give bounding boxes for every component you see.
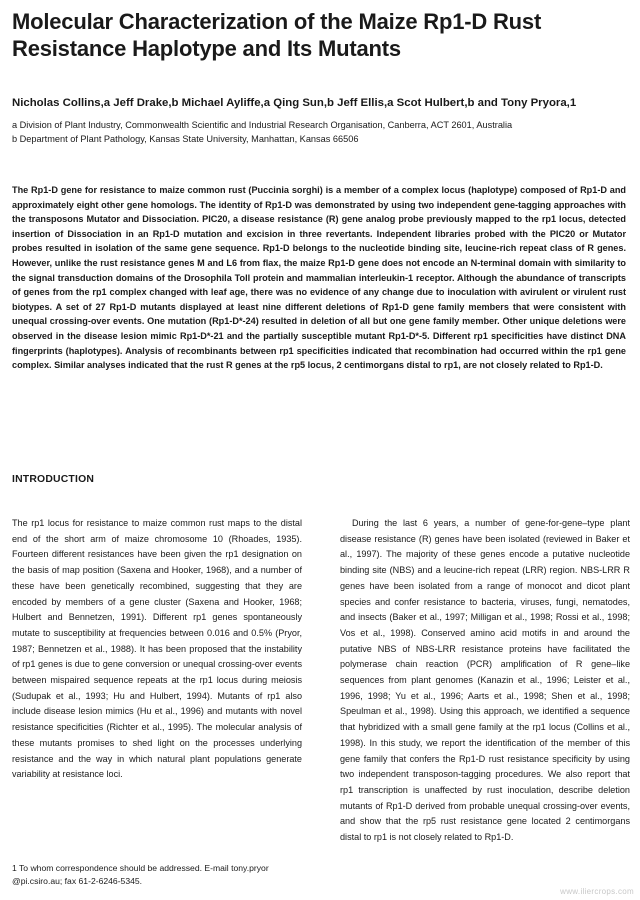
- abstract: [12, 183, 626, 373]
- paper-title: Molecular Characterization of the Maize Rp1-D Rust Resistance Haplotype and Its Mutants: [12, 9, 542, 61]
- intro-paragraph-left: The rp1 locus for resistance to maize common rust maps to the distal end of the short arm of maize chromosome 10 (Rhoades, 1935). Fourteen different resistances have been given the rp1 designation on the basis of map position (Saxena and Hooker, 1968), and a number of these have been genetically recombined, suggesting that they are encoded by members of a gene cluster (Saxena and Hooker, 1968; Hulbert and Bennetzen, 1991). Different rp1 genes spontaneously mutate to susceptibility at frequencies between 0.016 and 0.5% (Pryor, 1987; Bennetzen et al., 1988). It has been proposed that the instability of rp1 genes is due to gene conversion or unequal crossing-over events between mispaired sequence repeats at the rp1 locus during meiosis (Sudupak et al., 1993; Hu and Hulbert, 1994). Mutants of rp1 also include disease lesion mimics (Hu et al., 1996) and mutants with novel resistance specificities (Richter et al., 1995). The molecular analysis of these mutants promises to shed light on the processes underlying resistance and the way in which natural plant populations generate variability at resistance loci.: [12, 518, 302, 780]
- affiliation-b: b Department of Plant Pathology, Kansas State University, Manhattan, Kansas 66506: [12, 134, 359, 144]
- right-column: [340, 516, 630, 846]
- affiliation-a: a Division of Plant Industry, Commonwealth Scientific and Industrial Research Organisation, Canberra, ACT 2601, Australia: [12, 120, 513, 130]
- affiliations: [12, 118, 632, 146]
- correspondence-footnote: [12, 862, 302, 888]
- author-list: Nicholas Collins,a Jeff Drake,b Michael Ayliffe,a Qing Sun,b Jeff Ellis,a Scot Hulbert,b and Tony Pryora,1: [12, 97, 577, 109]
- abstract-text: The Rp1-D gene for resistance to maize common rust (Puccinia sorghi) is a member of a complex locus (haplotype) composed of Rp1-D and approximately eight other gene homologs. The identity of Rp1-D was demonstrated by using two independent gene-tagging approaches with the transposons Mutator and Dissociation. PIC20, a disease resistance (R) gene analog probe previously mapped to the rp1 locus, detected insertion of Dissociation in an Rp1-D mutation and excision in three revertants. Independent libraries probed with the PIC20 or Mutator probes resulted in isolation of the same gene sequence. Rp1-D belongs to the nucleotide binding site, leucine-rich repeat class of R genes. However, unlike the rust resistance genes M and L6 from flax, the maize Rp1-D gene does not encode an N-terminal domain with similarity to the signal transduction domains of the Drosophila Toll protein and mammalian interleukin-1 receptor. Although the abundance of transcripts of genes from the rp1 complex changed with leaf age, there was no evidence of any change due to inoculation with avirulent or virulent rust biotypes. A set of 27 Rp1-D mutants displayed at least nine different deletions of Rp1-D gene family members that were consistent with unequal crossing-over events. One mutation (Rp1-D*-24) resulted in deletion of all but one gene family member. Other unique deletions were observed in the disease lesion mimic Rp1-D*-21 and the partially susceptible mutant Rp1-D*-5. Different rp1 specificities have distinct DNA fingerprints (haplotypes). Analysis of recombinants between rp1 specificities indicated that recombination had occurred within the rp1 gene complex. Similar analyses indicated that the rust R genes at the rp5 locus, 2 centimorgans distal to rp1, are not closely related to Rp1-D.: [12, 185, 626, 371]
- watermark: www.iliercrops.com: [560, 887, 634, 896]
- section-heading-introduction: INTRODUCTION: [12, 474, 95, 485]
- footnote-text: 1 To whom correspondence should be addressed. E-mail tony.pryor @pi.csiro.au; fax 61-2-6246-5345.: [12, 863, 269, 886]
- intro-paragraph-right: During the last 6 years, a number of gene-for-gene–type plant disease resistance (R) genes have been isolated (reviewed in Baker et al., 1997). The majority of these genes encode a putative nucleotide binding site (NBS) and a leucine-rich repeat (LRR) region. NBS-LRR R genes have been isolated from a range of monocot and dicot plant species and confer resistance to bacteria, viruses, fungi, nematodes, and insects (Baker et al., 1997; Milligan et al., 1998; Rossi et al., 1998; Vos et al., 1998). Conserved amino acid motifs in and around the putative NBS of NBS-LRR resistance proteins have facilitated the polymerase chain reaction (PCR) amplification of R gene–like sequences from plant genomes (Kanazin et al., 1996; Leister et al., 1996, 1998; Yu et al., 1996; Aarts et al., 1998; Shen et al., 1998; Speulman et al., 1998). Using this approach, we identified a sequence that hybridized with a small gene family at the rp1 locus (Collins et al., 1998). In this study, we report the identification of the member of this gene family that confers the Rp1-D rust resistance specificity by using two independent transposon-tagging procedures. We also report that rp1 transcription is unaffected by rust inoculation, describe deletion mutants of Rp1-D derived from probable unequal crossing-over events, and show that the rp5 rust resistance gene located 2 centimorgans distal to rp1 is not closely related to Rp1-D.: [340, 518, 630, 843]
- left-column: [12, 516, 302, 783]
